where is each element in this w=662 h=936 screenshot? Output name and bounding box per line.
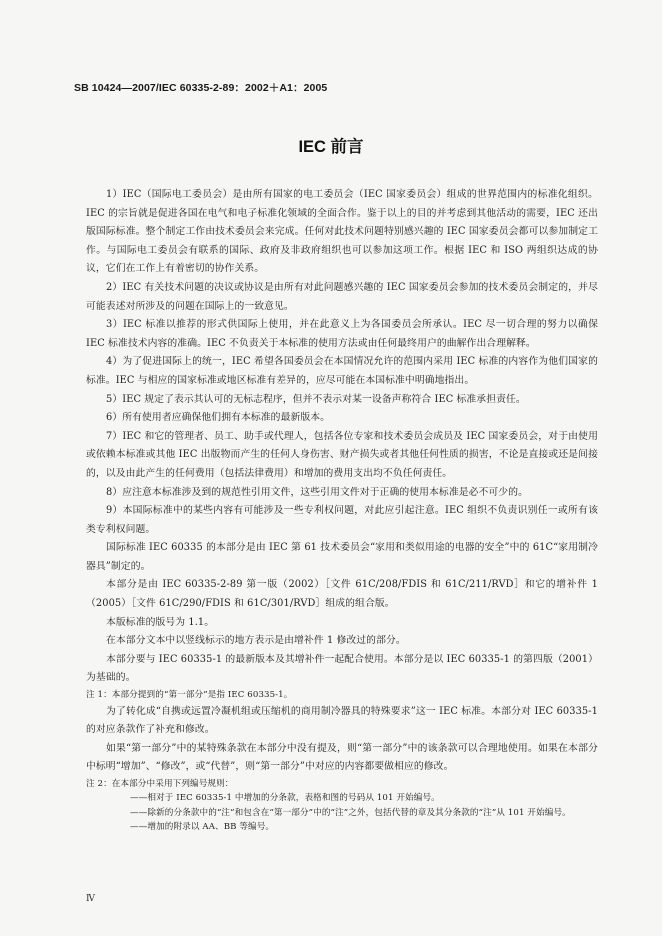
note-2-item: ——除新的分条款中的“注”和包含在“第一部分”中的“注”之外，包括代替的章及其分条款的“注”从 101 开始编号。 [130, 807, 571, 818]
note-2: 注 2：在本部分中采用下列编号规则： [86, 778, 234, 789]
paragraph-12: 本版标准的版号为 1.1。 [106, 616, 215, 628]
page-title: IEC 前言 [298, 138, 364, 156]
paragraph-10: 国际标准 IEC 60335 的本部分是由 IEC 第 61 技术委员会“家用和类似用途的电器的安全”中的 61C“家用制冷器具”制定的。 [86, 542, 598, 572]
note-2-item: ——增加的附录以 AA、BB 等编号。 [130, 822, 275, 833]
paragraph-14: 本部分要与 IEC 60335-1 的最新版本及其增补件一起配合使用。本部分是以 IEC 60335-1 的第四版（2001）为基础的。 [86, 653, 598, 684]
page-number: Ⅳ [86, 894, 95, 904]
document-body [86, 186, 598, 835]
document-header: SB 10424—2007/IEC 60335-2-89：2002＋A1：2005 [74, 82, 328, 94]
paragraph-9: 9）本国际标准中的某些内容有可能涉及一些专利权问题，对此应引起注意。IEC 组织不负责识别任一或所有该类专利权问题。 [86, 505, 598, 535]
note-1: 注 1：本部分提到的“第一部分”是指 IEC 60335-1。 [86, 690, 293, 701]
paragraph-4: 4）为了促进国际上的统一，IEC 希望各国委员会在本国情况允许的范围内采用 IEC 标准的内容作为他们国家的标准。IEC 与相应的国家标准或地区标准有差异的，应尽可能在本国标准中明确地指出。 [86, 356, 598, 386]
paragraph-7: 7）IEC 和它的管理者、员工、助手或代理人，包括各位专家和技术委员会成员及 IEC 国家委员会，对于由使用或依赖本标准或其他 IEC 出版物而产生的任何人身伤害、财产损失或者其他任何性质的损害，不论是直接或还是间接的，以及由此产生的任何费用（包括法律费用）和增加的费用支出均不负任何责任。 [86, 430, 598, 479]
note-2-item: ——相对于 IEC 60335-1 中增加的分条款，表格和图的号码从 101 开始编号。 [130, 793, 440, 804]
paragraph-1: 1）IEC（国际电工委员会）是由所有国家的电工委员会（IEC 国家委员会）组成的世界范围内的标准化组织。IEC 的宗旨就是促进各国在电气和电子标准化领域的全面合作。鉴于以上的目的并考虑到其他活动的需要，IEC 还出版国际标准。整个制定工作由技术委员会来完成。任何对此技术问题特别感兴趣的 IEC 国家委员会都可以参加制定工作。与国际电工委员会有联系的国际、政府及非政府组织也可以参加这项工作。根据 IEC 和 ISO 两组织达成的协议，它们在工作上有着密切的协作关系。 [86, 189, 598, 275]
paragraph-16: 如果“第一部分”中的某特殊条款在本部分中没有提及，则“第一部分”中的该条款可以合理地使用。如果在本部分中标明“增加”、“修改”，或“代替”，则“第一部分”中对应的内容都要做相应的修改。 [86, 742, 598, 773]
paragraph-5: 5）IEC 规定了表示其认可的无标志程序，但并不表示对某一设备声称符合 IEC 标准承担责任。 [106, 393, 526, 405]
paragraph-11: 本部分是由 IEC 60335-2-89 第一版（2002）［文件 61C/208/FDIS 和 61C/211/RVD］和它的增补件 1（2005）［文件 61C/290/FDIS 和 61C/301/RVD］组成的组合版。 [86, 579, 598, 610]
paragraph-13: 在本部分文本中以竖线标示的地方表示是由增补件 1 修改过的部分。 [106, 635, 406, 647]
paragraph-8: 8）应注意本标准涉及到的规范性引用文件，这些引用文件对于正确的使用本标准是必不可少的。 [106, 486, 529, 498]
paragraph-15: 为了转化成“自携或远置冷凝机组或压缩机的商用制冷器具的特殊要求”这一 IEC 标准。本部分对 IEC 60335-1 的对应条款作了补充和修改。 [86, 705, 598, 736]
paragraph-6: 6）所有使用者应确保他们拥有本标准的最新版本。 [106, 412, 331, 424]
paragraph-2: 2）IEC 有关技术问题的决议或协议是由所有对此问题感兴趣的 IEC 国家委员会参加的技术委员会制定的，并尽可能表述对所涉及的问题在国际上的一致意见。 [86, 281, 598, 312]
paragraph-3: 3）IEC 标准以推荐的形式供国际上使用，并在此意义上为各国委员会所承认。IEC 尽一切合理的努力以确保 IEC 标准技术内容的准确。IEC 不负责关于本标准的使用方法或由任何最终用户的曲解作出合理解释。 [86, 319, 598, 349]
